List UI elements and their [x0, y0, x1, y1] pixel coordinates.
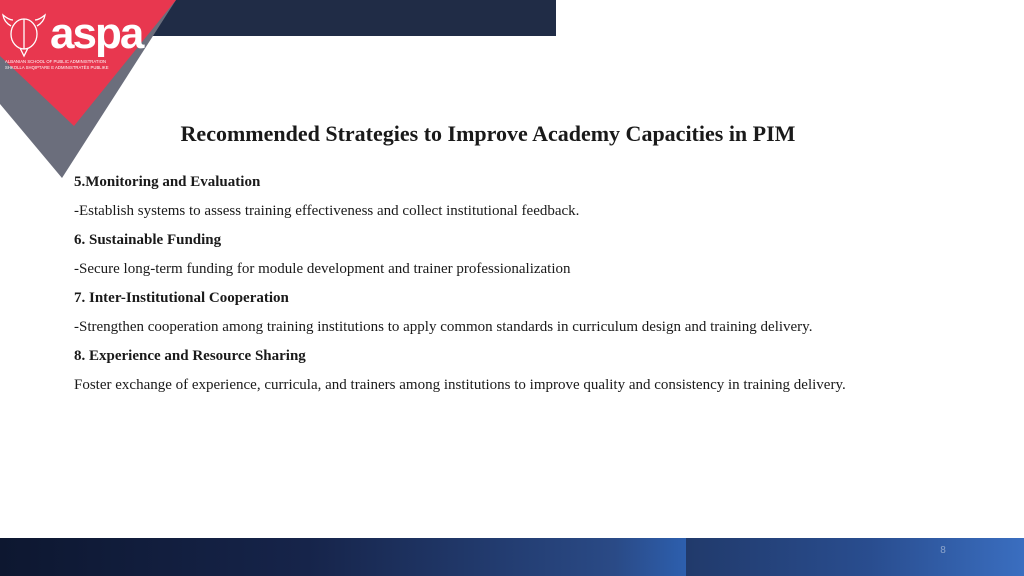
- page-number: 8: [940, 545, 946, 556]
- aspa-logo: [0, 0, 200, 185]
- logo-wordmark: aspa: [50, 9, 143, 58]
- strategy-list: [74, 173, 934, 394]
- item-6-text: -Secure long-term funding for module development and trainer professionalization: [74, 261, 571, 277]
- logo-subtitle-line1: ALBANIAN SCHOOL OF PUBLIC ADMINISTRATION: [5, 59, 107, 64]
- item-8-heading: 8. Experience and Resource Sharing: [74, 348, 306, 364]
- item-5-text: -Establish systems to assess training effectiveness and collect institutional feedback.: [74, 203, 580, 219]
- item-6-heading: 6. Sustainable Funding: [74, 232, 222, 248]
- logo-subtitle-line2: SHKOLLA SHQIPTARE E ADMINISTRATËS PUBLIKE: [5, 65, 109, 70]
- item-5-heading: 5.Monitoring and Evaluation: [74, 174, 261, 190]
- slide-title: Recommended Strategies to Improve Academy Capacities in PIM: [180, 121, 796, 146]
- item-7-heading: 7. Inter-Institutional Cooperation: [74, 290, 289, 306]
- item-8-text: Foster exchange of experience, curricula, and trainers among institutions to improve quality and consistency in training delivery.: [74, 377, 846, 393]
- footer-bar: [0, 538, 1024, 576]
- item-7-text: -Strengthen cooperation among training institutions to apply common standards in curriculum design and training delivery.: [74, 319, 813, 335]
